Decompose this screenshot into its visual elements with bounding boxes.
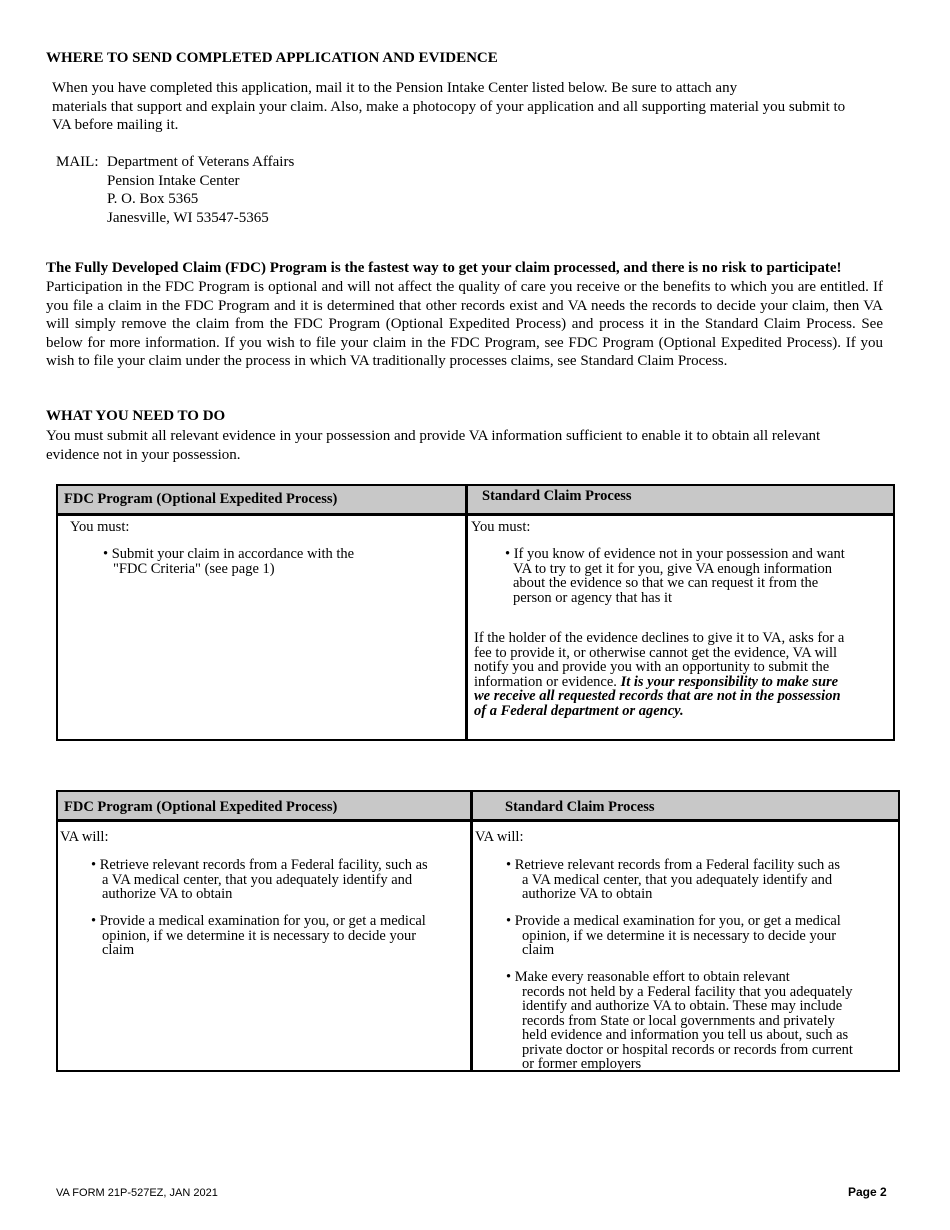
fdc-va-intro: VA will: <box>60 829 109 845</box>
text-line: You must submit all relevant evidence in your possession and provide VA information sufficient to enable it to obtain all relevant <box>46 428 821 444</box>
responsibility-emphasis: of a Federal department or agency. <box>474 702 684 719</box>
bullet-line: authorize VA to obtain <box>522 886 653 902</box>
form-number: VA FORM 21P-527EZ, JAN 2021 <box>56 1187 218 1199</box>
what-to-do-text <box>46 427 820 464</box>
bullet-line: • If you know of evidence not in your possession and want <box>505 546 845 562</box>
bullet-line: person or agency that has it <box>513 589 673 606</box>
standard-intro: You must: <box>471 519 531 535</box>
standard-va-intro: VA will: <box>475 829 524 845</box>
bullet-line: held evidence and information you tell us about, such as <box>522 1027 849 1043</box>
paragraph-line <box>474 675 844 690</box>
bullet-line: "FDC Criteria" (see page 1) <box>113 560 275 577</box>
address-line: Department of Veterans Affairs <box>107 154 295 170</box>
fdc-va-bullet <box>91 858 428 902</box>
header-fdc-program: FDC Program (Optional Expedited Process) <box>64 799 338 815</box>
bullet-line: about the evidence so that we can request it from the <box>513 575 819 591</box>
send-instructions <box>52 79 845 135</box>
bullet-line: a VA medical center, that you adequately identify and <box>102 871 413 888</box>
section-heading-where-to-send: WHERE TO SEND COMPLETED APPLICATION AND EVIDENCE <box>46 50 498 66</box>
header-standard-claim: Standard Claim Process <box>482 488 632 504</box>
paragraph-text: information or evidence. <box>474 673 621 690</box>
bullet-line: opinion, if we determine it is necessary to decide your <box>522 927 837 944</box>
va-obligations-table <box>56 790 900 1072</box>
header-standard-claim: Standard Claim Process <box>505 799 655 815</box>
page-number: Page 2 <box>848 1185 887 1199</box>
bullet-line: records from State or local governments and privately <box>522 1012 835 1029</box>
bullet-line: opinion, if we determine it is necessary to decide your <box>102 927 417 944</box>
responsibility-emphasis: we receive all requested records that are not in the possession <box>474 688 841 704</box>
fdc-heading: The Fully Developed Claim (FDC) Program is the fastest way to get your claim processed, and there is no risk to participate! <box>46 260 842 276</box>
paragraph-line: notify you and provide you with an opportunity to submit the <box>474 659 830 675</box>
mail-address <box>107 153 294 227</box>
fdc-intro: You must: <box>70 519 130 535</box>
text-line: VA before mailing it. <box>52 117 179 133</box>
bullet-line: or former employers <box>522 1056 642 1072</box>
bullet-line: • Retrieve relevant records from a Federal facility, such as <box>91 857 428 873</box>
standard-va-bullet <box>506 858 840 902</box>
bullet-line: • Submit your claim in accordance with the <box>103 546 355 562</box>
address-line: Janesville, WI 53547-5365 <box>107 209 269 226</box>
standard-responsibility-paragraph <box>474 631 844 718</box>
paragraph-line: If the holder of the evidence declines to give it to VA, asks for a <box>474 630 845 646</box>
mail-label: MAIL: <box>56 154 99 170</box>
responsibility-emphasis: It is your responsibility to make sure <box>620 673 839 690</box>
bullet-line: claim <box>522 942 555 958</box>
bullet-line: VA to try to get it for you, give VA enough information <box>513 560 832 577</box>
section-heading-what-to-do: WHAT YOU NEED TO DO <box>46 408 226 424</box>
column-divider <box>465 486 468 739</box>
standard-va-bullet <box>506 970 853 1072</box>
fdc-paragraph: Participation in the FDC Program is optional and will not affect the quality of care you receive or the benefits to which you are entitled. If you file a claim in the FDC Program and it is determined that other records exist and VA needs the records to decide your claim, then VA will simply remove the claim from the FDC Program (Optional Expedited Process) and process it in the Standard Claim Process. See below for more information. If you wish to file your claim in the FDC Program, see FDC Program (Optional Expedited Process). If you wish to file your claim under the process in which VA traditionally processes claims, see Standard Claim Process. <box>46 279 883 369</box>
header-fdc-program: FDC Program (Optional Expedited Process) <box>64 491 338 507</box>
text-line: When you have completed this application, mail it to the Pension Intake Center listed below. Be sure to attach any <box>52 80 738 96</box>
bullet-line: • Provide a medical examination for you, or get a medical <box>506 913 841 929</box>
bullet-line: a VA medical center, that you adequately identify and <box>522 871 833 888</box>
bullet-line: claim <box>102 942 135 958</box>
bullet-line: • Make every reasonable effort to obtain relevant <box>506 969 790 985</box>
bullet-line: • Provide a medical examination for you, or get a medical <box>91 913 426 929</box>
column-divider <box>470 792 473 1070</box>
bullet-line: records not held by a Federal facility that you adequately <box>522 983 853 1000</box>
standard-va-bullet <box>506 914 841 958</box>
address-line: P. O. Box 5365 <box>107 191 199 207</box>
standard-bullet <box>505 547 845 605</box>
bullet-line: private doctor or hospital records or records from current <box>522 1041 853 1058</box>
bullet-line: authorize VA to obtain <box>102 886 233 902</box>
fdc-bullet <box>103 547 354 576</box>
requirements-table <box>56 484 895 741</box>
paragraph-line: fee to provide it, or otherwise cannot get the evidence, VA will <box>474 644 838 661</box>
text-line: materials that support and explain your claim. Also, make a photocopy of your application and all supporting material you submit to <box>52 98 846 115</box>
text-line: evidence not in your possession. <box>46 446 241 463</box>
address-line: Pension Intake Center <box>107 172 240 189</box>
bullet-line: identify and authorize VA to obtain. These may include <box>522 998 843 1014</box>
bullet-line: • Retrieve relevant records from a Federal facility such as <box>506 857 841 873</box>
fdc-va-bullet <box>91 914 426 958</box>
